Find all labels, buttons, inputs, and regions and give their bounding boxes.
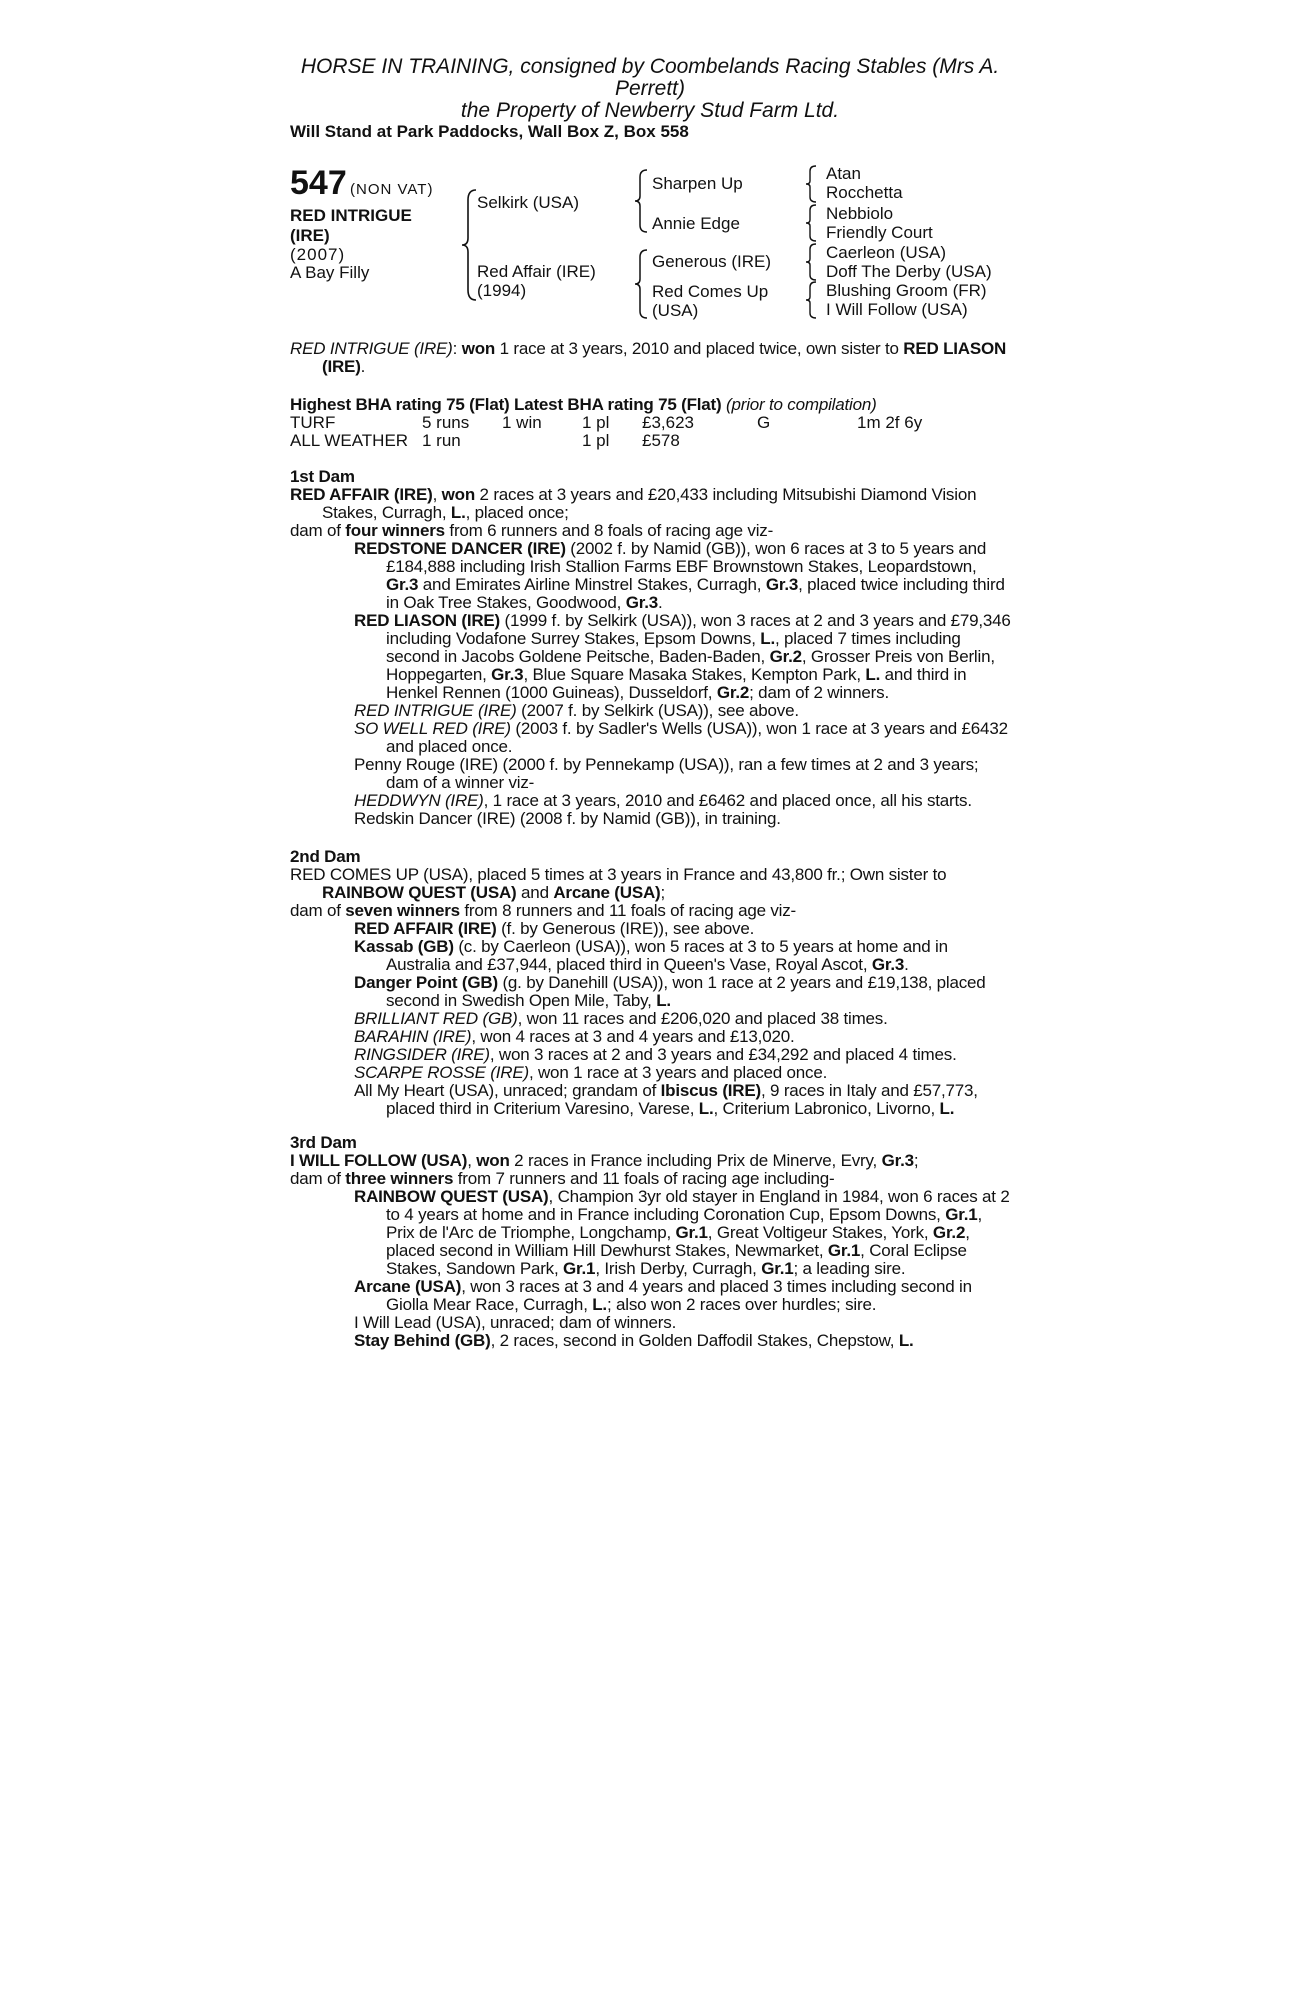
table-row: ALL WEATHER 1 run 1 pl £578	[290, 431, 680, 450]
list-item: RINGSIDER (IRE), won 3 races at 2 and 3 years and £34,292 and placed 4 times.	[354, 1045, 957, 1064]
first-dam-produce: dam of four winners from 6 runners and 8 foals of racing age viz-	[290, 521, 774, 540]
second-dam-title: 2nd Dam	[290, 847, 361, 866]
vat-status: (NON VAT)	[350, 181, 434, 198]
pedigree-ddd: I Will Follow (USA)	[826, 300, 968, 319]
foaling-year: (2007)	[290, 245, 346, 264]
list-item: REDSTONE DANCER (IRE) (2002 f. by Namid (GB)), won 6 races at 3 to 5 years and £184,888 including Irish Stallion Farms EBF Brownstown Stakes, Leopardstown, Gr.3 and Emirates Airline Minstrel Stakes, Curragh, Gr.3, placed twice including third in Oak Tree Stakes, Goodwood, Gr.3.	[354, 539, 1005, 612]
pedigree-dds: Blushing Groom (FR)	[826, 281, 987, 300]
pedigree-dam-dam-suffix: (USA)	[652, 301, 699, 320]
pedigree-sss: Atan	[826, 164, 861, 183]
pedigree-dam-sire: Generous (IRE)	[652, 252, 772, 271]
list-item: Stay Behind (GB), 2 races, second in Golden Daffodil Stakes, Chepstow, L.	[354, 1331, 914, 1350]
horse-name: RED INTRIGUE	[290, 206, 412, 225]
list-item: BARAHIN (IRE), won 4 races at 3 and 4 years and £13,020.	[354, 1027, 795, 1046]
race-record-table	[290, 414, 922, 450]
third-dam-produce: dam of three winners from 7 runners and 11 foals of racing age including-	[290, 1169, 835, 1188]
pedigree-sds: Nebbiolo	[826, 204, 894, 223]
list-item: RED AFFAIR (IRE) (f. by Generous (IRE)), see above.	[354, 919, 755, 938]
list-item: I Will Lead (USA), unraced; dam of winners.	[354, 1313, 677, 1332]
list-item: Penny Rouge (IRE) (2000 f. by Pennekamp (USA)), ran a few times at 2 and 3 years; dam of a winner viz-	[354, 755, 979, 792]
horse-description: A Bay Filly	[290, 263, 370, 282]
property-line: the Property of Newberry Stud Farm Ltd.	[460, 99, 840, 122]
third-dam-title: 3rd Dam	[290, 1133, 357, 1152]
second-dam-record: RED COMES UP (USA), placed 5 times at 3 years in France and 43,800 fr.; Own sister to RAINBOW QUEST (USA) and Arcane (USA);	[290, 865, 947, 902]
third-dam-section	[290, 1134, 1013, 1350]
pedigree-brace-dd	[806, 282, 822, 318]
summary-horse-name: RED INTRIGUE (IRE)	[290, 339, 453, 358]
consignor-line: HORSE IN TRAINING, consigned by Coombelands Racing Stables (Mrs A.	[300, 55, 1000, 78]
list-item: SO WELL RED (IRE) (2003 f. by Sadler's Wells (USA)), won 1 race at 3 years and £6432 and placed once.	[354, 719, 1008, 756]
pedigree-sire-sire: Sharpen Up	[652, 174, 743, 193]
pedigree-dss: Caerleon (USA)	[826, 243, 946, 262]
pedigree-sire: Selkirk (USA)	[477, 193, 580, 212]
list-item: HEDDWYN (IRE), 1 race at 3 years, 2010 and £6462 and placed once, all his starts.	[354, 791, 972, 810]
table-row: TURF 5 runs 1 win 1 pl £3,623 G 1m 2f 6y	[290, 413, 923, 432]
first-dam-record: RED AFFAIR (IRE), won 2 races at 3 years and £20,433 including Mitsubishi Diamond Vision Stakes, Curragh, L., placed once;	[290, 485, 977, 522]
pedigree-dsd: Doff The Derby (USA)	[826, 262, 992, 281]
list-item: Kassab (GB) (c. by Caerleon (USA)), won 5 races at 3 to 5 years at home and in Australia and £37,944, placed third in Queen's Vase, Royal Ascot, Gr.3.	[354, 937, 948, 974]
list-item: BRILLIANT RED (GB), won 11 races and £206,020 and placed 38 times.	[354, 1009, 888, 1028]
horse-name-suffix: (IRE)	[290, 226, 330, 245]
third-dam-record: I WILL FOLLOW (USA), won 2 races in France including Prix de Minerve, Evry, Gr.3;	[290, 1151, 919, 1170]
list-item: RAINBOW QUEST (USA), Champion 3yr old stayer in England in 1984, won 6 races at 2 to 4 years at home and in France including Coronation Cup, Epsom Downs, Gr.1, Prix de l'Arc de Triomphe, Longchamp, Gr.1, Great Voltigeur Stakes, York, Gr.2, placed second in William Hill Dewhurst Stakes, Newmarket, Gr.1, Coral Eclipse Stakes, Sandown Park, Gr.1, Irish Derby, Curragh, Gr.1; a leading sire.	[354, 1187, 1010, 1278]
pedigree-dam-dam: Red Comes Up	[652, 282, 769, 301]
list-item: SCARPE ROSSE (IRE), won 1 race at 3 years and placed once.	[354, 1063, 828, 1082]
second-dam-produce: dam of seven winners from 8 runners and 11 foals of racing age viz-	[290, 901, 797, 920]
bha-rating: Highest BHA rating 75 (Flat) Latest BHA rating 75 (Flat) (prior to compilation)	[290, 395, 877, 414]
pedigree-brace-ss	[806, 166, 822, 202]
first-dam-section	[290, 468, 1013, 828]
pedigree-dam-year: (1994)	[477, 281, 527, 300]
second-dam-section	[290, 848, 1013, 1118]
pedigree-ssd: Rocchetta	[826, 183, 903, 202]
pedigree-sdd: Friendly Court	[826, 223, 933, 242]
pedigree-sire-dam: Annie Edge	[652, 214, 740, 233]
pedigree-brace-ds	[806, 244, 822, 280]
list-item: Arcane (USA), won 3 races at 3 and 4 years and placed 3 times including second in Giolla Mear Race, Curragh, L.; also won 2 races over hurdles; sire.	[354, 1277, 972, 1314]
stand-location: Will Stand at Park Paddocks, Wall Box Z, Box 558	[290, 122, 689, 141]
pedigree-brace-sd	[806, 205, 822, 241]
summary-sister: RED LIASON (IRE)	[322, 339, 1007, 376]
list-item: RED INTRIGUE (IRE) (2007 f. by Selkirk (USA)), see above.	[354, 701, 799, 720]
consignor-line-cont: Perrett)	[614, 77, 685, 100]
horse-summary: RED INTRIGUE (IRE): won 1 race at 3 years, 2010 and placed twice, own sister to RED LIASON (IRE).	[290, 339, 1007, 376]
lot-number: 547	[290, 164, 347, 202]
pedigree-dam: Red Affair (IRE)	[477, 262, 596, 281]
list-item: Danger Point (GB) (g. by Danehill (USA)), won 1 race at 2 years and £19,138, placed second in Swedish Open Mile, Taby, L.	[354, 973, 986, 1010]
list-item: All My Heart (USA), unraced; grandam of Ibiscus (IRE), 9 races in Italy and £57,773, placed third in Criterium Varesino, Varese, L., Criterium Labronico, Livorno, L.	[354, 1081, 978, 1118]
first-dam-title: 1st Dam	[290, 467, 355, 486]
list-item: RED LIASON (IRE) (1999 f. by Selkirk (USA)), won 3 races at 2 and 3 years and £79,346 including Vodafone Surrey Stakes, Epsom Downs, L., placed 7 times including second in Jacobs Goldene Peitsche, Baden-Baden, Gr.2, Grosser Preis von Berlin, Hoppegarten, Gr.3, Blue Square Masaka Stakes, Kempton Park, L. and third in Henkel Rennen (1000 Guineas), Dusseldorf, Gr.2; dam of 2 winners.	[354, 611, 1011, 702]
list-item: Redskin Dancer (IRE) (2008 f. by Namid (GB)), in training.	[354, 809, 781, 828]
